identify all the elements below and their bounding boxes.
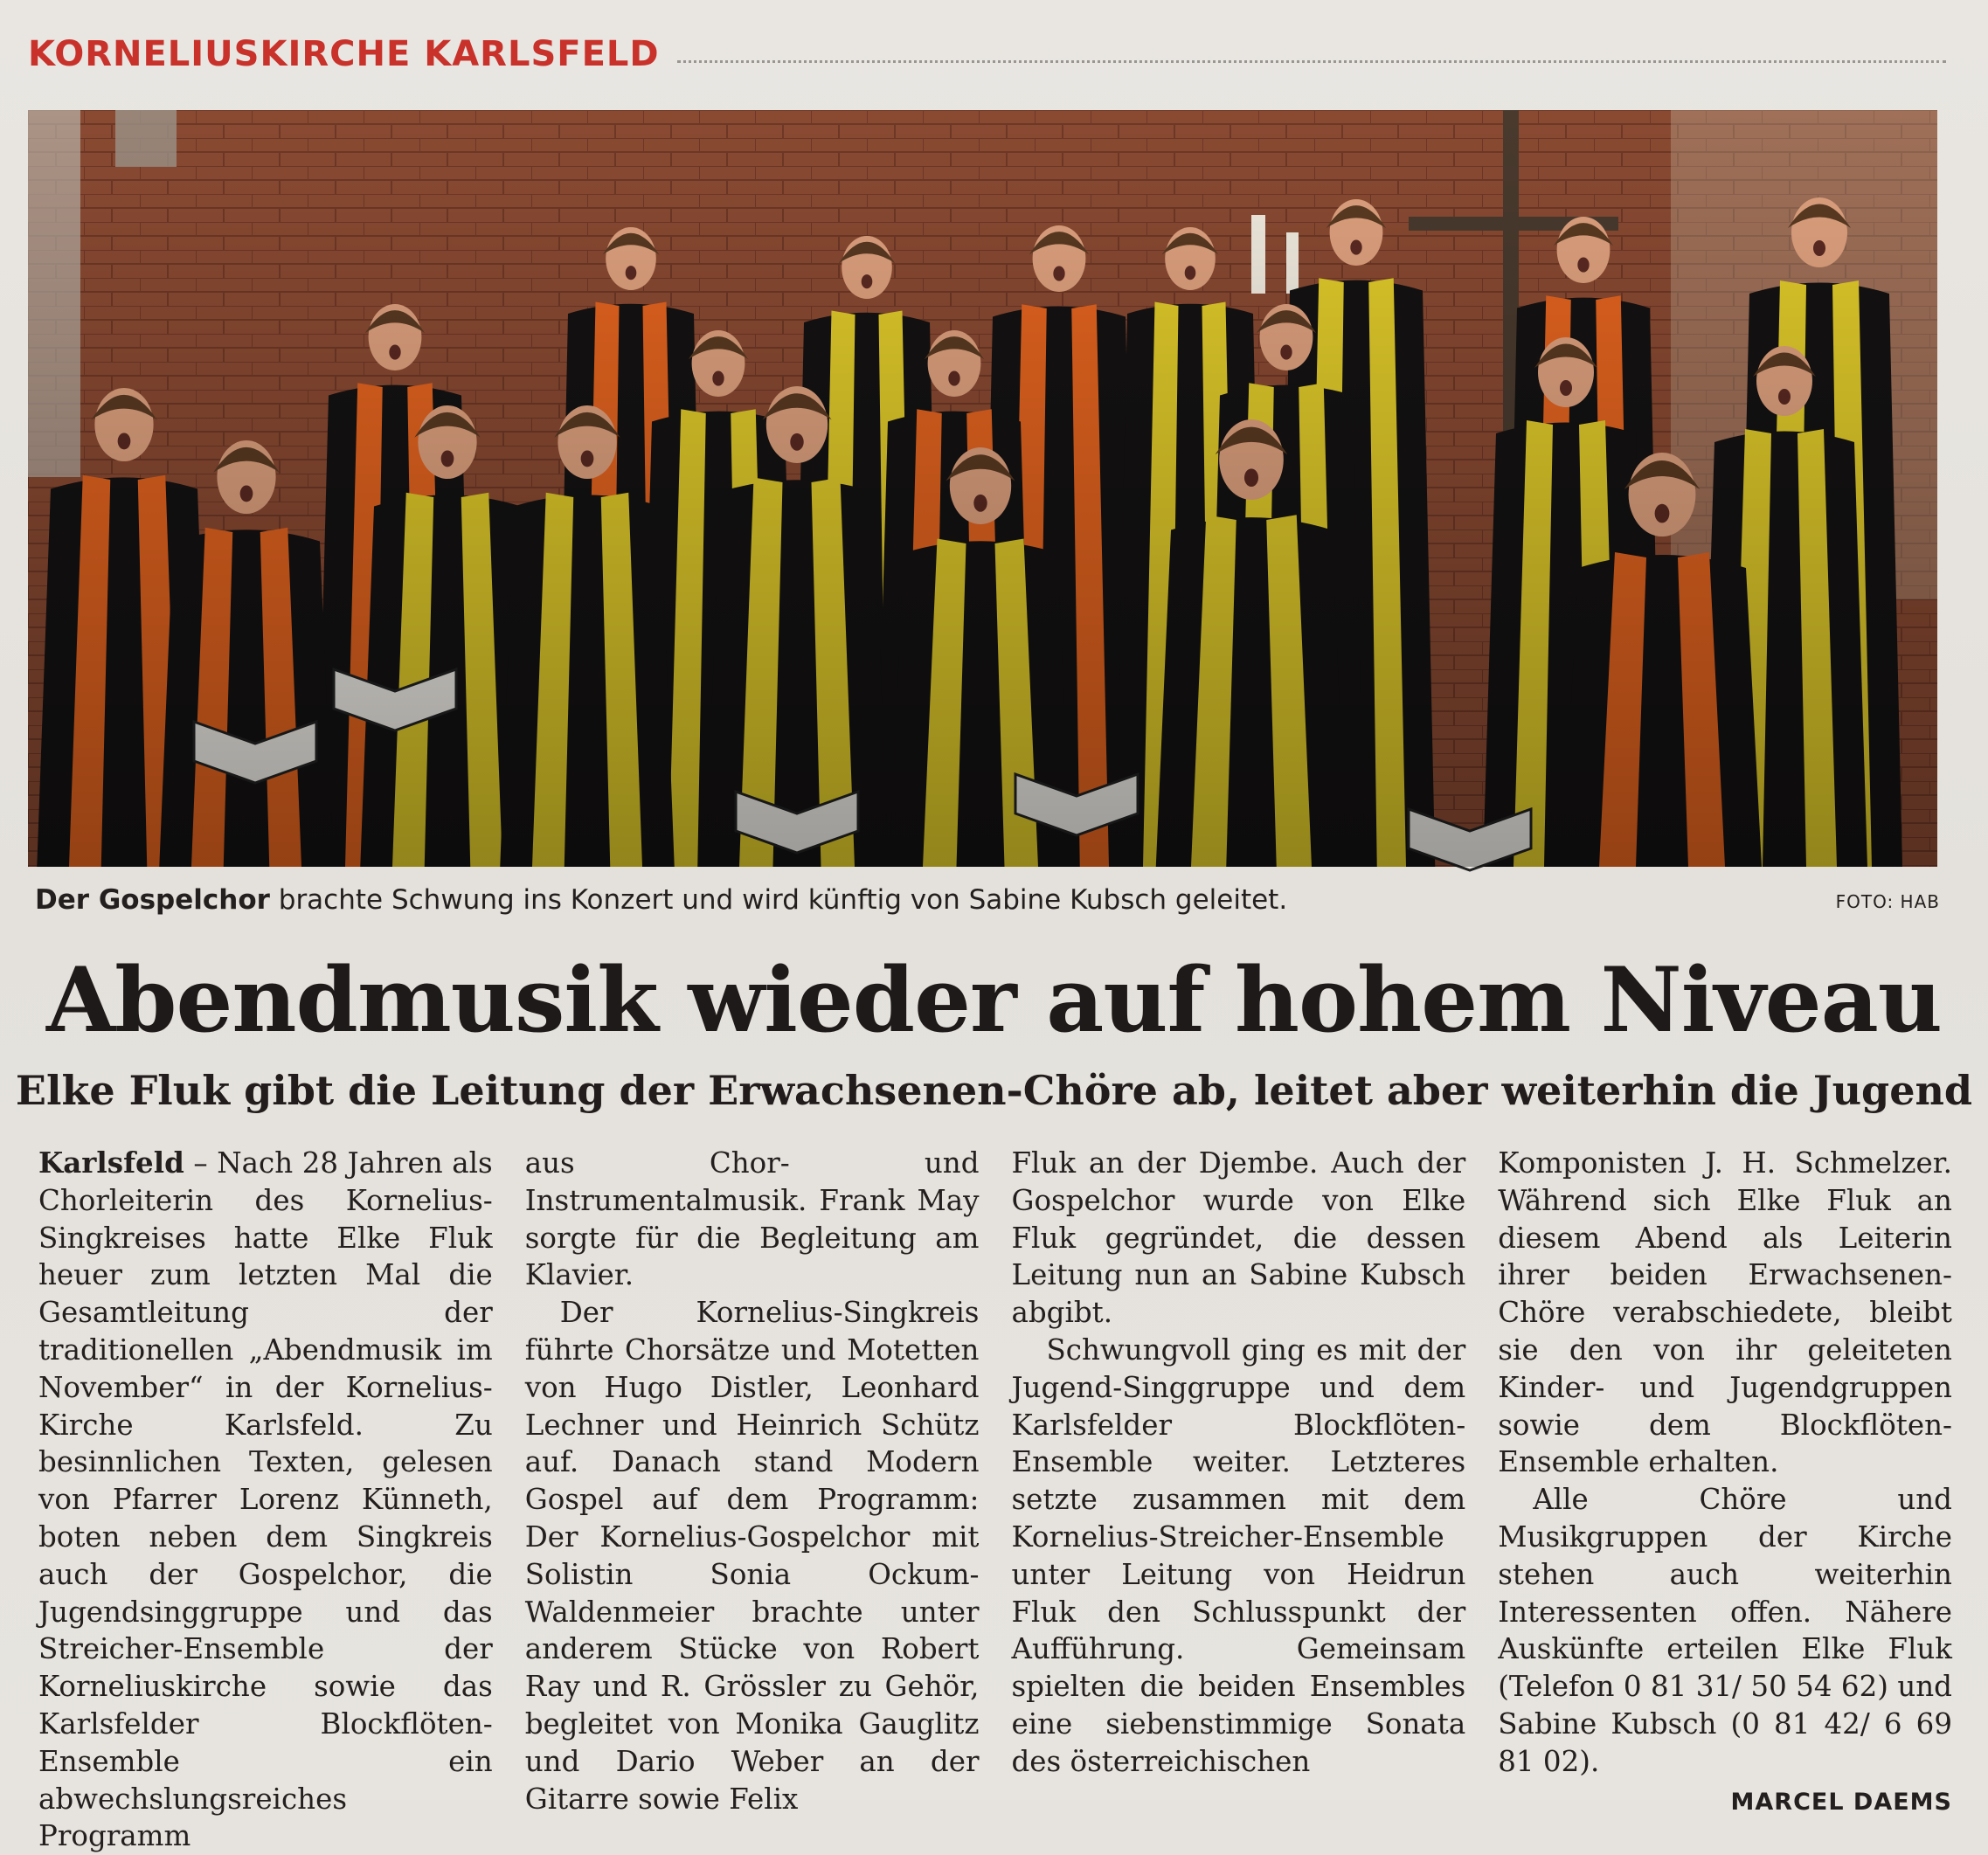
- choir-photo: [28, 110, 1937, 867]
- caption-text: [35, 884, 1287, 916]
- subheadline: Elke Fluk gibt die Leitung der Erwachsenen-Chöre ab, leitet aber weiterhin die Jugend: [15, 1067, 1973, 1114]
- photo-credit: FOTO: HAB: [1835, 891, 1940, 912]
- paragraph: Fluk an der Djembe. Auch der Gospelchor wurde von Elke Fluk gegründet, die dessen Leitung nun an Sabine Kubsch abgibt.: [1011, 1146, 1466, 1330]
- article-body: [38, 1145, 1952, 1853]
- rubric-dotted-rule: [677, 60, 1946, 63]
- article-column-4: [1498, 1145, 1952, 1816]
- article-column-3: [1012, 1145, 1466, 1782]
- section-rubric: [28, 28, 1946, 80]
- paragraph: Komponisten J. H. Schmelzer. Während sich Elke Fluk an diesem Abend als Leiterin ihrer beiden Erwachsenen-Chöre verabschiedete, bleibt sie den von ihr geleiteten Kinder- und Jugendgruppen sowie dem Blockflöten-Ensemble erhalten.: [1498, 1146, 1952, 1479]
- paragraph-text: – Nach 28 Jahren als Chorleiterin des Kornelius-Singkreises hatte Elke Fluk heuer zum letzten Mal die Gesamtleitung der traditionellen „Abendmusik im November“ in der Kornelius-Kirche Karlsfeld. Zu besinnlichen Texten, gelesen von Pfarrer Lorenz Künneth, boten neben dem Singkreis auch der Gospelchor, die Jugendsinggruppe und das Streicher-Ensemble der Korneliuskirche sowie das Karlsfelder Blockflöten-Ensemble ein abwechslungsreiches Programm: [38, 1146, 493, 1853]
- photo-caption: [35, 884, 1940, 928]
- paragraph: [38, 1145, 493, 1855]
- choir-photo-illustration: [28, 110, 1937, 867]
- rubric-title: KORNELIUSKIRCHE KARLSFELD: [28, 34, 660, 74]
- paragraph: Alle Chöre und Musikgruppen der Kirche stehen auch weiterhin Interessenten offen. Nähere Auskünfte erteilen Elke Fluk (Telefon 0 81 31/ 50 54 62) und Sabine Kubsch (0 81 42/ 6 69 81 02).: [1498, 1483, 1952, 1778]
- photo-shading: [28, 110, 1937, 867]
- headline: Abendmusik wieder auf hohem Niveau: [46, 948, 1942, 1053]
- article-column-1: [38, 1145, 493, 1853]
- paragraph: Schwungvoll ging es mit der Jugend-Singgruppe und dem Karlsfelder Blockflöten-Ensemble weiter. Letzteres setzte zusammen mit dem Kornelius-Streicher-Ensemble unter Leitung von Heidrun Fluk den Schlusspunkt der Aufführung. Gemeinsam spielten die beiden Ensembles eine siebenstimmige Sonata des österreichischen: [1011, 1332, 1466, 1778]
- caption-lead: Der Gospelchor: [35, 884, 270, 916]
- author-byline: MARCEL DAEMS: [1730, 1788, 1952, 1816]
- caption-body: brachte Schwung ins Konzert und wird künftig von Sabine Kubsch geleitet.: [269, 884, 1288, 916]
- paragraph: aus Chor- und Instrumentalmusik. Frank May sorgte für die Begleitung am Klavier.: [524, 1146, 980, 1292]
- dateline: Karlsfeld: [38, 1146, 184, 1180]
- article-column-2: [524, 1145, 980, 1816]
- paragraph: Der Kornelius-Singkreis führte Chorsätze und Motetten von Hugo Distler, Leonhard Lechner und Heinrich Schütz auf. Danach stand Modern Gospel auf dem Programm: Der Kornelius-Gospelchor mit Solistin Sonia Ockum-Waldenmeier brachte unter anderem Stücke von Robert Ray und R. Grössler zu Gehör, begleitet von Monika Gauglitz und Dario Weber an der Gitarre sowie Felix: [524, 1296, 980, 1816]
